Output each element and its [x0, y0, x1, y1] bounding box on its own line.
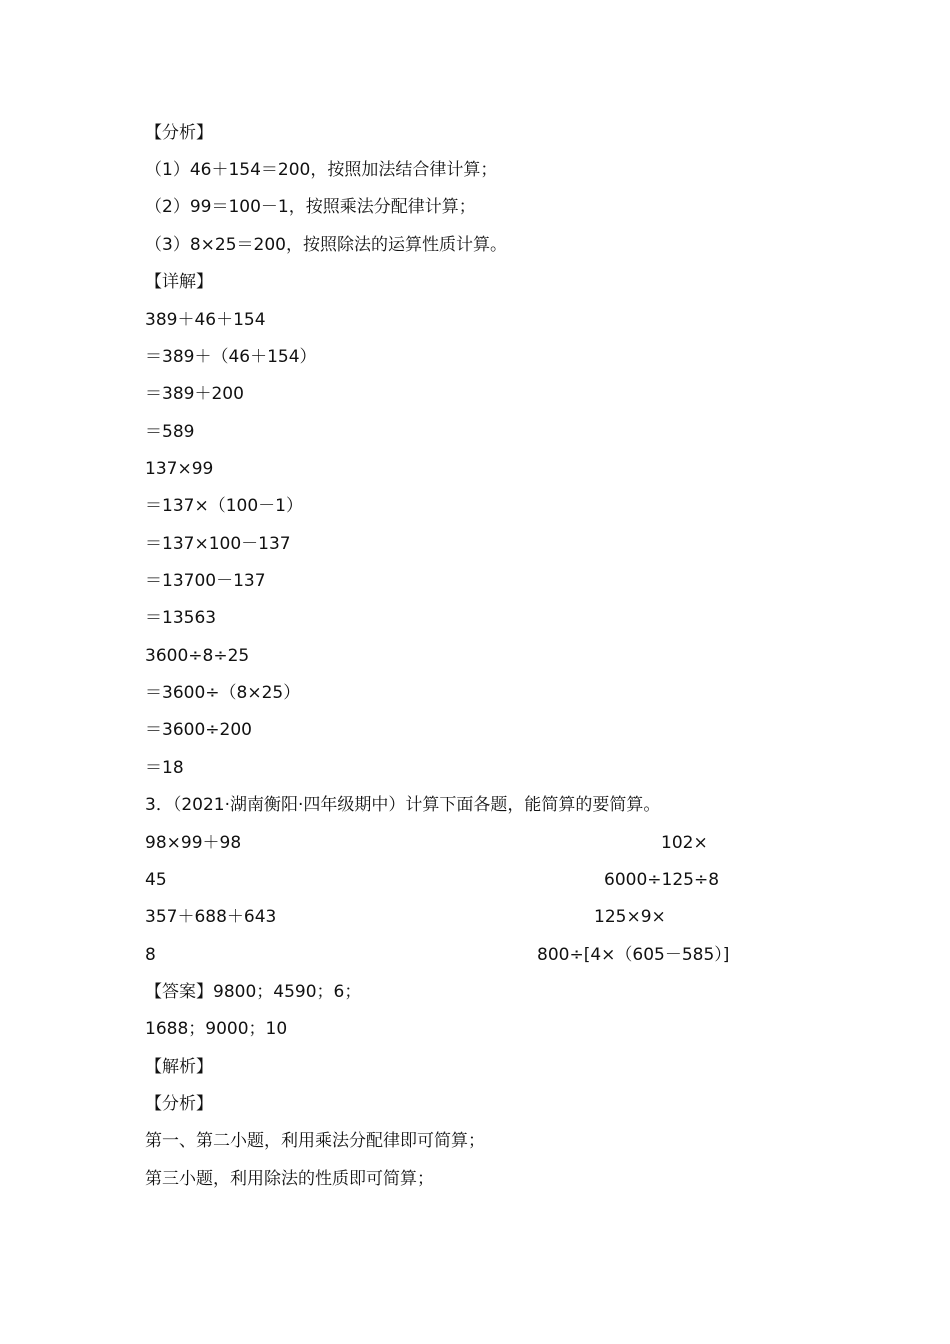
detail-heading: 【详解】 — [145, 272, 213, 292]
question-expr: 98×99＋98 — [145, 833, 242, 853]
question-expr: 8 — [145, 945, 156, 965]
question-title: 3．（2021·湖南衡阳·四年级期中）计算下面各题，能简算的要简算。 — [145, 795, 661, 815]
analysis-heading: 【分析】 — [145, 123, 213, 143]
calc-step: 3600÷8÷25 — [145, 646, 250, 666]
calc-step: 389＋46＋154 — [145, 310, 266, 330]
question-expr: 800÷[4×（605－585）] — [537, 945, 730, 965]
question-expr: 102× — [661, 833, 708, 853]
calc-step: ＝389＋（46＋154） — [145, 347, 317, 367]
question-expr: 45 — [145, 870, 167, 890]
calc-step: ＝13700－137 — [145, 571, 266, 591]
analysis-item: 第一、第二小题，利用乘法分配律即可简算； — [145, 1131, 485, 1151]
calc-step: 137×99 — [145, 459, 214, 479]
analysis-heading: 【分析】 — [145, 1094, 213, 1114]
analysis-item: （1）46＋154＝200，按照加法结合律计算； — [145, 160, 498, 180]
calc-step: ＝389＋200 — [145, 384, 244, 404]
calc-step: ＝137×（100－1） — [145, 496, 303, 516]
answer-line: 【答案】9800；4590；6； — [145, 982, 362, 1002]
analysis-item: （2）99＝100－1，按照乘法分配律计算； — [145, 197, 476, 217]
analysis-item: （3）8×25＝200，按照除法的运算性质计算。 — [145, 235, 507, 255]
question-expr: 125×9× — [594, 907, 666, 927]
calc-step: ＝137×100－137 — [145, 534, 291, 554]
calc-step: ＝13563 — [145, 608, 217, 628]
question-expr: 357＋688＋643 — [145, 907, 277, 927]
question-expr: 6000÷125÷8 — [604, 870, 720, 890]
calc-step: ＝3600÷（8×25） — [145, 683, 301, 703]
answer-line: 1688；9000；10 — [145, 1019, 288, 1039]
calc-step: ＝589 — [145, 422, 195, 442]
calc-step: ＝3600÷200 — [145, 720, 252, 740]
calc-step: ＝18 — [145, 758, 184, 778]
explanation-heading: 【解析】 — [145, 1057, 213, 1077]
analysis-item: 第三小题，利用除法的性质即可简算； — [145, 1169, 434, 1189]
